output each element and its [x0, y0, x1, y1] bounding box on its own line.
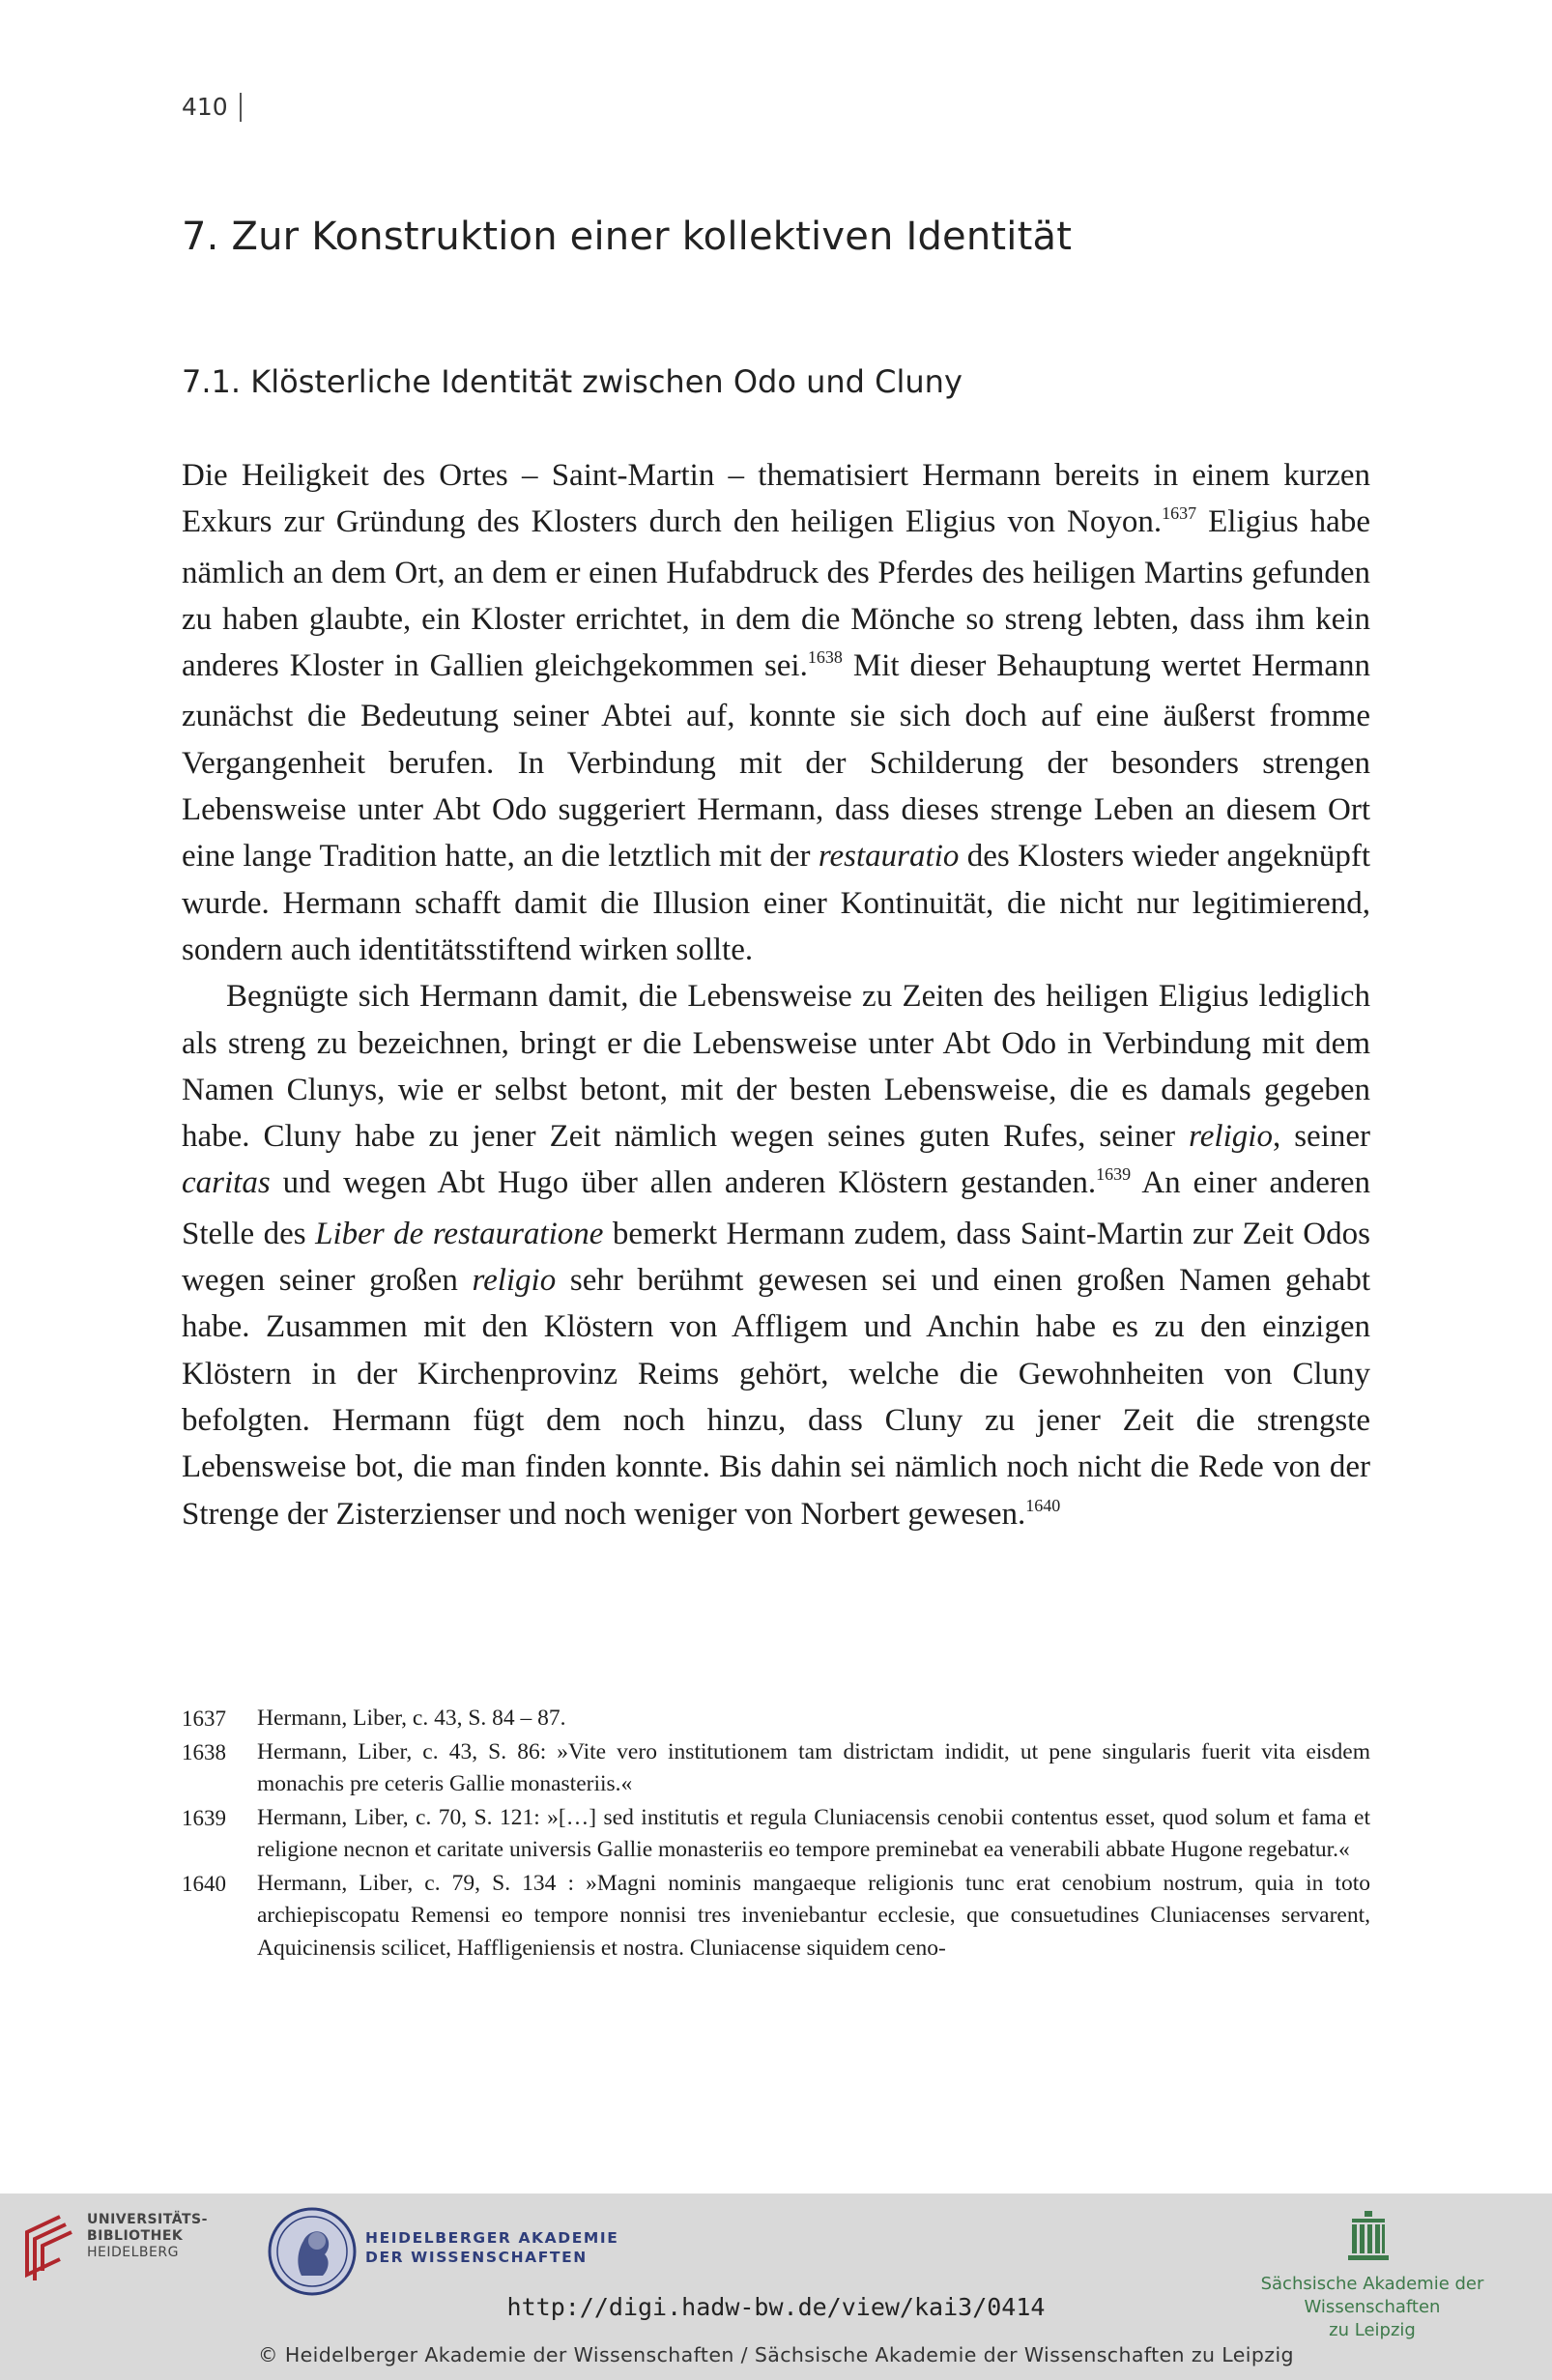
footnote-text: Hermann, Liber, c. 79, S. 134 : »Magni nominis mangaeque religionis tunc erat cenobium nostrum, quia in toto archiepiscopatu Remensi eo tempore nonnisi tres inveniebantur ecclesie, que consuetudines Cluniacenses servarent, Aquicinensis scilicet, Haffligeniensis et nostra. Cluniacense siquidem ceno- — [257, 1870, 1370, 1961]
footnote — [182, 1802, 1370, 1867]
italic-term: Liber de restauratione — [315, 1216, 604, 1251]
text-run: Begnügte sich Hermann damit, die Lebensweise zu Zeiten des heiligen Eligius lediglich als streng zu bezeichnen, bringt er die Lebensweise unter Abt Odo in Verbindung mit dem Namen Clunys, wie er selbst betont, mit der besten Lebensweise, die es damals gegeben habe. Cluny habe zu jener Zeit nämlich wegen seines guten Rufes, seiner — [182, 979, 1370, 1155]
copyright-notice: © Heidelberger Akademie der Wissenschaften / Sächsische Akademie der Wissenschaften zu Leipzig — [258, 2343, 1294, 2366]
italic-term: religio — [1189, 1119, 1273, 1155]
text-run: An einer anderen Stelle des — [182, 1165, 1370, 1251]
footnote-number: 1640 — [182, 1871, 226, 1896]
text-run: bemerkt Hermann zudem, dass Saint-Martin zur Zeit Odos wegen seiner großen — [182, 1216, 1370, 1299]
italic-term: restauratio — [818, 839, 960, 875]
hadw-line-2: DER WISSENSCHAFTEN — [365, 2249, 588, 2266]
heidelberg-academy-name[interactable] — [365, 2228, 618, 2267]
paragraph-2 — [182, 973, 1370, 1541]
footnote-ref-1637[interactable]: 1637 — [1162, 503, 1197, 524]
text-run: Mit dieser Behauptung wertet Hermann zunächst die Bedeutung seiner Abtei auf, konnte sie sich doch auf eine äußerst fromme Vergangenheit berufen. In Verbindung mit der Schilderung der besonders strengen Lebensweise unter Abt Odo suggeriert Hermann, dass dieses strenge Leben an diesem Ort eine lange Tradition hatte, an die letztlich mit der — [182, 648, 1371, 875]
text-run: Die Heiligkeit des Ortes – Saint-Martin – thematisiert Hermann bereits in einem kurzen Exkurs zur Gründung des Klosters durch den heiligen Eligius von Noyon. — [182, 458, 1370, 540]
saxon-academy-logo-icon[interactable] — [1348, 2211, 1389, 2261]
page-number-divider — [240, 93, 242, 122]
footnote-ref-1639[interactable]: 1639 — [1096, 1164, 1132, 1185]
footnote — [182, 1736, 1370, 1801]
ub-line-1: UNIVERSITÄTS- — [87, 2212, 208, 2227]
footnote — [182, 1703, 1370, 1735]
footnote-ref-1638[interactable]: 1638 — [807, 647, 843, 668]
permalink-url[interactable]: http://digi.hadw-bw.de/view/kai3/0414 — [506, 2293, 1046, 2321]
footnote-number: 1638 — [182, 1739, 226, 1764]
chapter-title: 7. Zur Konstruktion einer kollektiven Identität — [182, 215, 1073, 259]
page-number: 410 — [182, 93, 228, 121]
footnote-number: 1637 — [182, 1706, 226, 1731]
text-run: und wegen Abt Hugo über allen anderen Klöstern gestanden. — [270, 1165, 1097, 1201]
university-library-logo-icon[interactable] — [17, 2211, 77, 2284]
italic-term: religio — [472, 1263, 557, 1299]
hadw-line-1: HEIDELBERGER AKADEMIE — [365, 2229, 619, 2247]
body-text — [182, 452, 1370, 1541]
paragraph-1 — [182, 452, 1370, 973]
footnote-number: 1639 — [182, 1805, 226, 1830]
saw-line-1: Sächsische Akademie der Wissenschaften — [1260, 2274, 1484, 2317]
section-title: 7.1. Klösterliche Identität zwischen Odo und Cluny — [182, 363, 963, 400]
footnote-text: Hermann, Liber, c. 70, S. 121: »[…] sed institutis et regula Cluniacensis cenobii contentus esset, quod solum et fama et religione necnon et caritate universis Gallie monasteriis eo tempore preminebat ea venerabili abbate Hugone regebatur.« — [257, 1804, 1370, 1862]
footnote-ref-1640[interactable]: 1640 — [1025, 1495, 1061, 1515]
footnote — [182, 1868, 1370, 1965]
text-run: sehr berühmt gewesen sei und einen großen Namen gehabt habe. Zusammen mit den Klöstern von Affligem und Anchin habe es zu den einzigen Klöstern in der Kirchenprovinz Reims gehört, welche die Gewohnheiten von Cluny befolgten. Hermann fügt dem noch hinzu, dass Cluny zu jener Zeit die strengste Lebensweise bot, die man finden konnte. Bis dahin sei nämlich noch nicht die Rede von der Strenge der Zisterzienser und noch weniger von Norbert gewesen. — [182, 1263, 1370, 1532]
italic-term: caritas — [182, 1165, 271, 1201]
ub-line-2: BIBLIOTHEK — [87, 2228, 184, 2244]
footnotes — [182, 1703, 1370, 1965]
academy-seal-icon[interactable] — [267, 2206, 358, 2297]
footnote-text: Hermann, Liber, c. 43, S. 84 – 87. — [257, 1706, 566, 1731]
text-run: , seiner — [1272, 1119, 1370, 1155]
footnote-text: Hermann, Liber, c. 43, S. 86: »Vite vero institutionem tam districtam indidit, ut pene singularis fuerit vita eisdem monachis pre ceteris Gallie monasteriis.« — [257, 1738, 1370, 1796]
ub-line-3: HEIDELBERG — [87, 2245, 179, 2260]
text-run: des Klosters wieder angeknüpft wurde. Hermann schafft damit die Illusion einer Kontinuität, die nicht nur legitimierend, sondern auch identitätsstiftend wirken sollte. — [182, 839, 1370, 967]
text-run: Eligius habe nämlich an dem Ort, an dem er einen Hufabdruck des Pferdes des heiligen Martins gefunden zu haben glaubte, ein Kloster errichtet, in dem die Mönche so streng lebten, dass ihm kein anderes Kloster in Gallien gleichgekommen sei. — [182, 504, 1370, 684]
university-library-name[interactable] — [87, 2212, 208, 2261]
saw-line-2: zu Leipzig — [1329, 2320, 1416, 2340]
